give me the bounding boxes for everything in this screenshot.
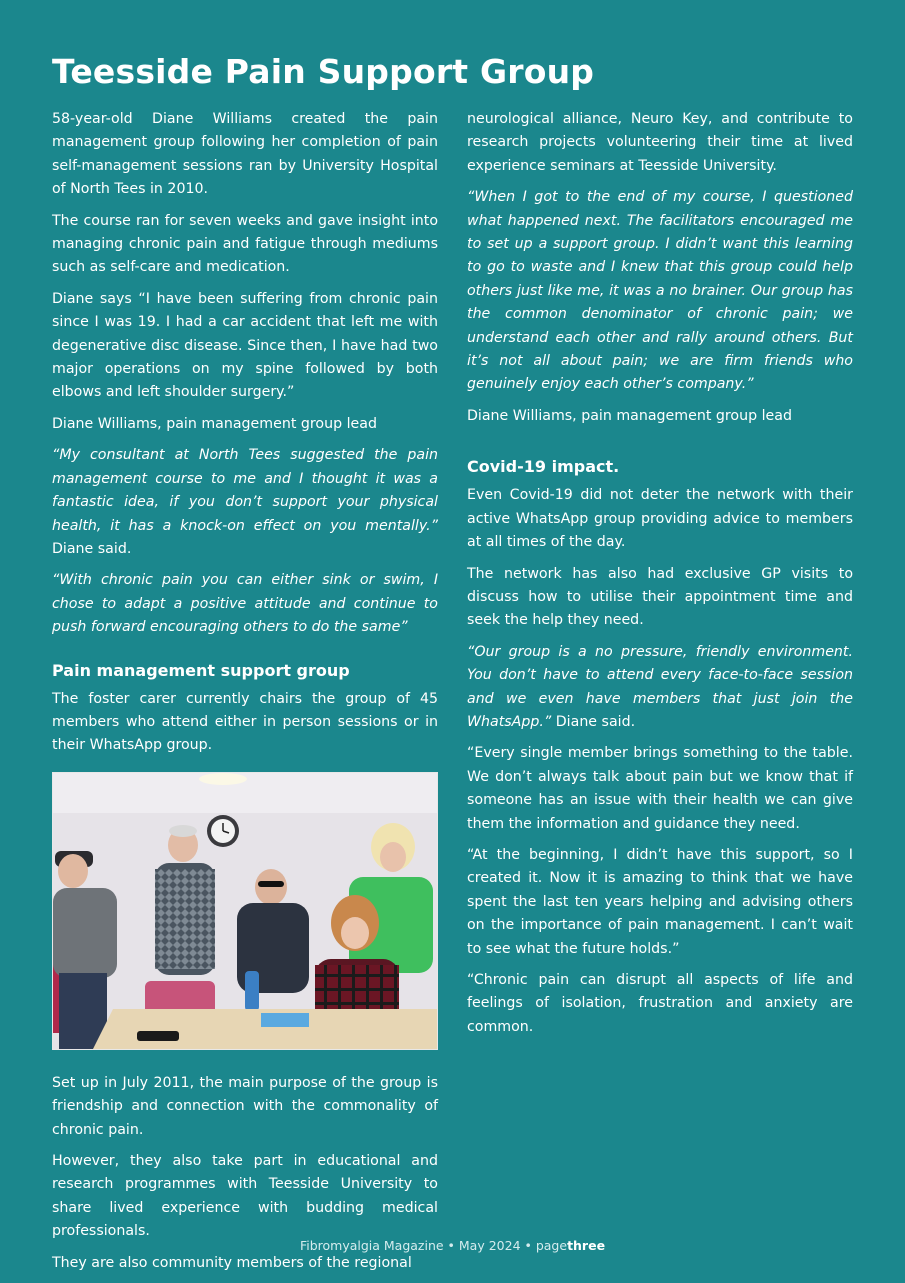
paragraph: “At the beginning, I didn’t have this support, so I created it. Now it is amazing to think that we have spent the last ten years helping and advising others on the importance of pain management. I can’t wait to see what the future holds.” (467, 846, 853, 957)
quote: “When I got to the end of my course, I questioned what happened next. The facilitators encouraged me to set up a support group. I didn’t want this learning to go to waste and I knew that this group could help others just like me, it was a no brainer. Our group has the common denominator of chronic pain; we understand each other and rally around others. But it’s not all about pain; we are firm friends who genuinely enjoy each other’s company.” (467, 189, 853, 393)
group-photo (52, 772, 438, 1050)
paragraph: 58-year-old Diane Williams created the pain management group following her completion of pain self-management sessions ran by University Hospital of North Tees in 2010. (52, 111, 438, 198)
paragraph: Diane says “I have been suffering from chronic pain since I was 19. I had a car accident that left me with degenerative disc disease. Since then, I have had two major operations on my spine followed by both elbows and left shoulder surgery.” (52, 290, 438, 401)
attribution: Diane Williams, pain management group lead (52, 415, 377, 432)
quote: “My consultant at North Tees suggested the pain management course to me and I thought it was a fantastic idea, if you don’t support your physical health, it has a knock-on effect on you mentally.” (52, 447, 438, 534)
page-title: Teesside Pain Support Group (52, 52, 595, 91)
right-column (467, 108, 853, 1047)
paragraph: However, they also take part in educational and research programmes with Teesside University to share lived experience with budding medical professionals. (52, 1152, 438, 1240)
section-heading: Pain management support group (52, 660, 350, 680)
paragraph: “Every single member brings something to the table. We don’t always talk about pain but we know that if someone has an issue with their health we can give them the information and guidance they need. (467, 745, 853, 832)
section-heading: Covid-19 impact. (467, 457, 620, 477)
paragraph: The network has also had exclusive GP visits to discuss how to utilise their appointment time and seek the help they need. (467, 565, 853, 629)
quote-suffix: Diane said. (551, 713, 636, 730)
paragraph: Even Covid-19 did not deter the network with their active WhatsApp group providing advice to members at all times of the day. (467, 487, 853, 551)
footer-page-number: three (567, 1238, 606, 1253)
attribution: Diane Williams, pain management group lead (467, 407, 792, 424)
paragraph: The foster carer currently chairs the group of 45 members who attend either in person sessions or in their WhatsApp group. (52, 690, 438, 754)
paragraph: The course ran for seven weeks and gave insight into managing chronic pain and fatigue through mediums such as self-care and medication. (52, 212, 438, 276)
page-footer (0, 1238, 905, 1253)
left-column (52, 108, 438, 1283)
quote-paragraph (52, 444, 438, 561)
paragraph: “Chronic pain can disrupt all aspects of life and feelings of isolation, frustration and anxiety are common. (467, 972, 853, 1035)
quote-paragraph (467, 641, 853, 735)
quote: “With chronic pain you can either sink or swim, I chose to adapt a positive attitude and continue to push forward encouraging others to do the same” (52, 572, 438, 636)
footer-text: Fibromyalgia Magazine • May 2024 • page (299, 1238, 568, 1253)
paragraph: neurological alliance, Neuro Key, and contribute to research projects volunteering their time at lived experience seminars at Teesside University. (467, 111, 853, 174)
paragraph: They are also community members of the regional (52, 1254, 412, 1271)
group-photo-illustration (53, 773, 437, 1049)
quote-suffix: Diane said. (52, 540, 132, 557)
quote: “Our group is a no pressure, friendly environment. You don’t have to attend every face-to-face session and we even have members that just join the WhatsApp.” (467, 643, 853, 730)
paragraph: Set up in July 2011, the main purpose of the group is friendship and connection with the commonality of chronic pain. (52, 1074, 438, 1138)
